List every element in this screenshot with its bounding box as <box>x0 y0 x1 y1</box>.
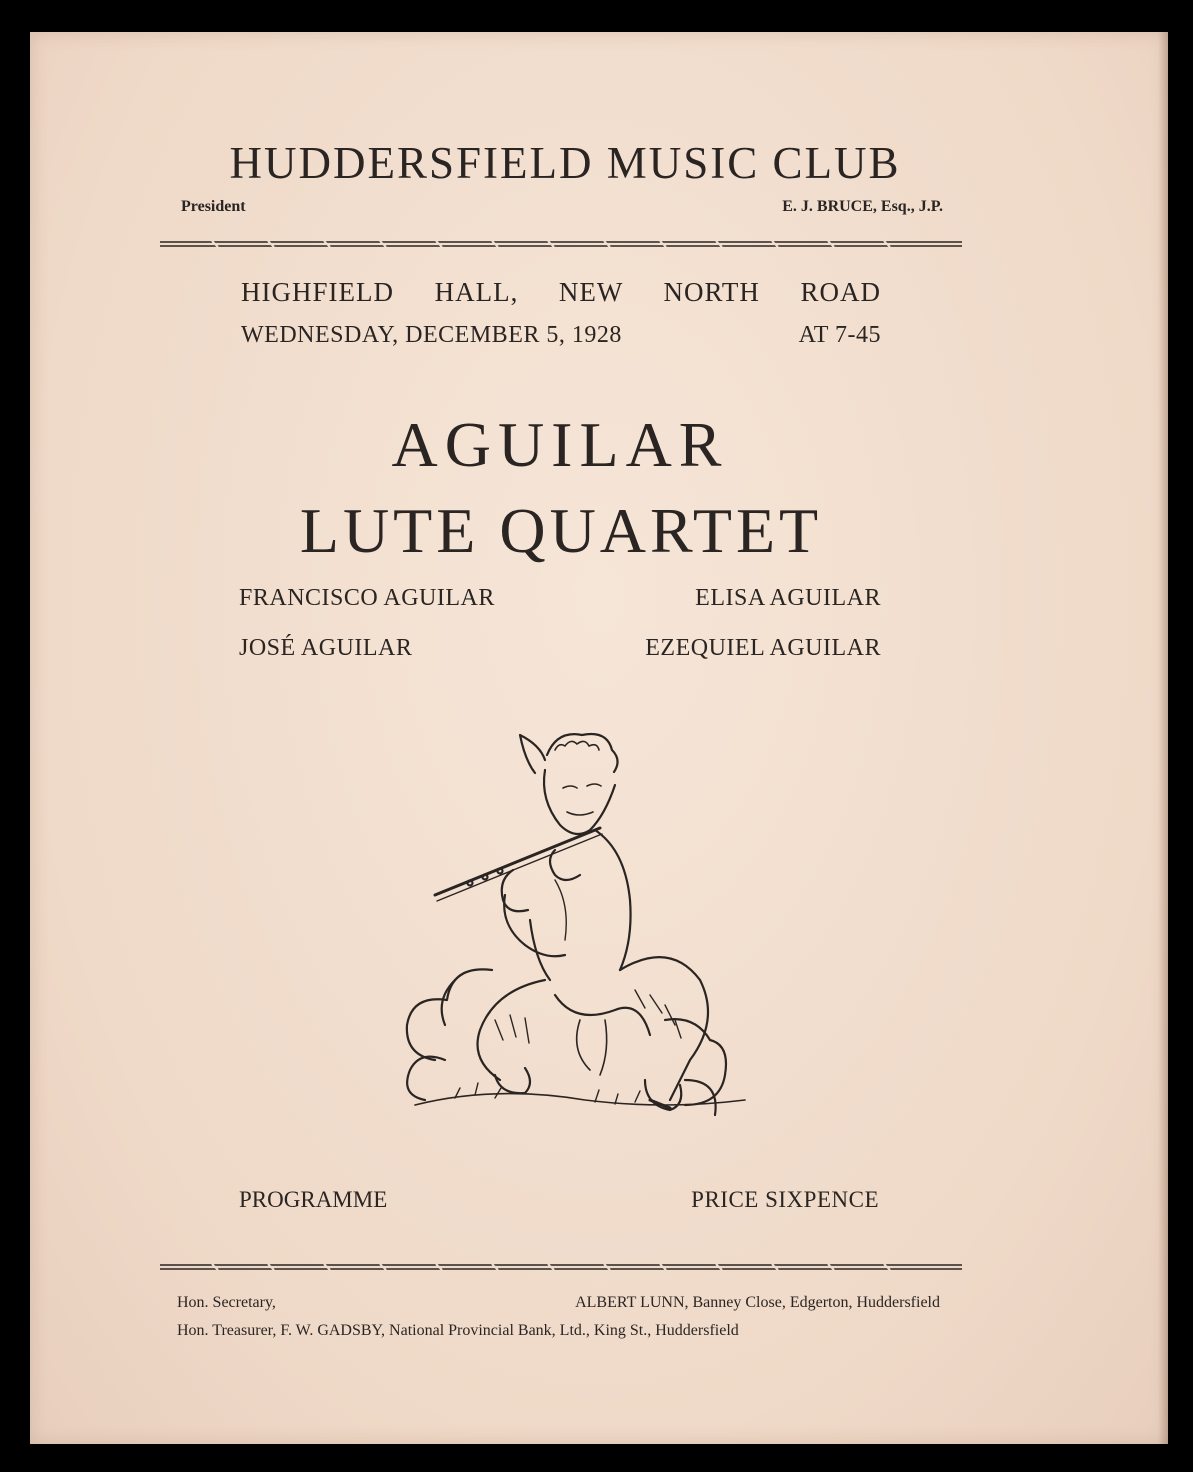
faun-playing-flute-illustration <box>395 720 755 1130</box>
treasurer-details: Hon. Treasurer, F. W. GADSBY, National Provincial Bank, Ltd., King St., Huddersfield <box>177 1322 739 1339</box>
programme-label: PROGRAMME <box>239 1187 388 1212</box>
secretary-details: ALBERT LUNN, Banney Close, Edgerton, Huddersfield <box>575 1294 940 1311</box>
event-time: AT 7-45 <box>798 322 881 348</box>
president-name: E. J. BRUCE, Esq., J.P. <box>782 198 943 215</box>
decorative-rule-top <box>160 239 962 249</box>
member-elisa: ELISA AGUILAR <box>695 585 881 611</box>
decorative-rule-bottom <box>160 1262 962 1272</box>
member-jose: JOSÉ AGUILAR <box>239 635 413 661</box>
venue: HIGHFIELD HALL, NEW NORTH ROAD <box>241 277 881 307</box>
member-francisco: FRANCISCO AGUILAR <box>239 585 495 611</box>
event-date: WEDNESDAY, DECEMBER 5, 1928 <box>241 322 622 348</box>
performer-name-line-2: LUTE QUARTET <box>299 495 823 566</box>
date-row <box>241 322 881 349</box>
programme-page <box>30 32 1168 1444</box>
performer-name-line-1: AGUILAR <box>391 409 729 480</box>
page-edge-shade <box>1158 32 1168 1444</box>
club-title: HUDDERSFIELD MUSIC CLUB <box>229 138 901 188</box>
president-label: President <box>181 198 246 215</box>
price-label: PRICE SIXPENCE <box>691 1187 879 1212</box>
secretary-label: Hon. Secretary, <box>177 1294 276 1311</box>
member-ezequiel: EZEQUIEL AGUILAR <box>645 635 881 661</box>
